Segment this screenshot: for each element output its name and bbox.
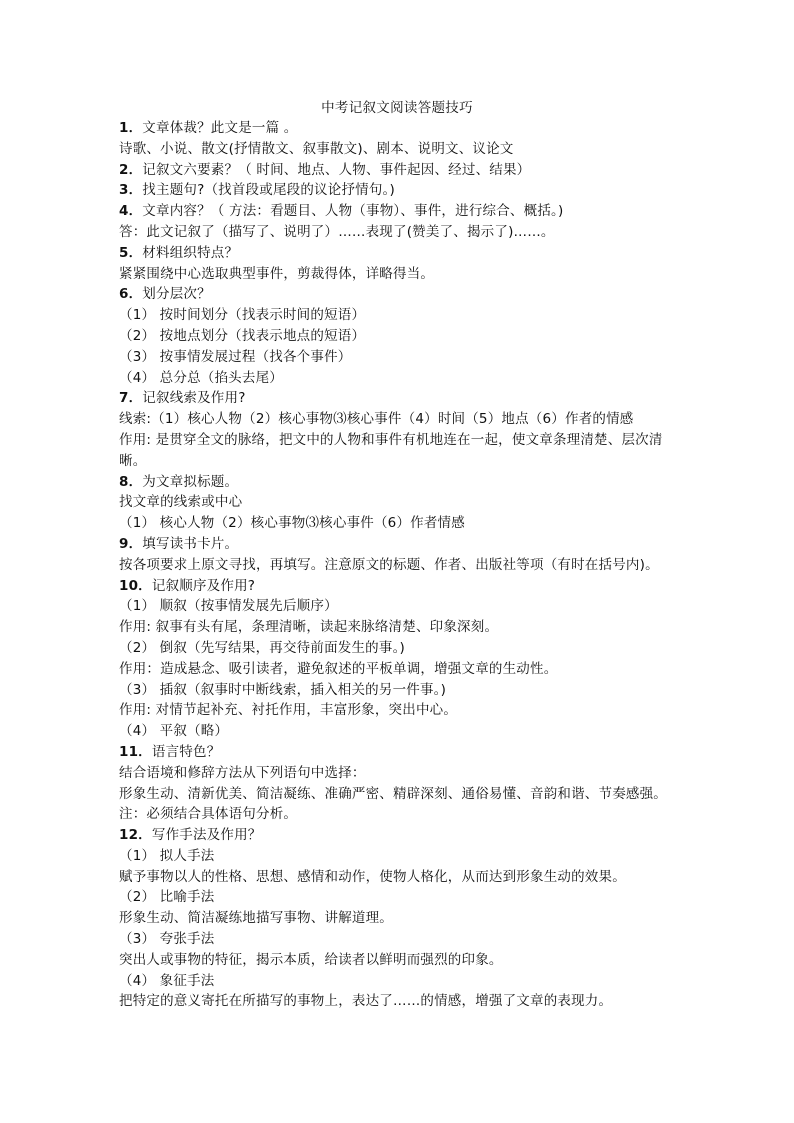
section-question: 填写读书卡片。	[142, 535, 239, 552]
body-line: （2） 倒叙（先写结果，再交待前面发生的事。)	[119, 639, 405, 656]
body-line: 诗歌、小说、散文(抒情散文、叙事散文)、剧本、说明文、议论文	[119, 140, 514, 157]
section-number: 1．	[119, 120, 143, 136]
body-line: 结合语境和修辞方法从下列语句中选择：	[119, 764, 366, 781]
section-number: 5．	[119, 244, 143, 261]
body-line: 按各项要求上原文寻找，再填写。注意原文的标题、作者、出版社等项（有时在括号内)。	[119, 556, 659, 573]
body-line: 突出人或事物的特征，揭示本质，给读者以鲜明而强烈的印象。	[119, 951, 503, 968]
body-line: 作用: 叙事有头有尾，条理清晰，读起来脉络清楚、印象深刻。	[119, 619, 499, 636]
section-question: 为文章拟标题。	[142, 473, 239, 490]
body-line: （4） 总分总（掐头去尾）	[119, 369, 283, 386]
section-number: 9．	[119, 535, 143, 552]
section-question: 记叙顺序及作用?	[151, 577, 256, 594]
body-line: （3） 插叙（叙事时中断线索，插入相关的另一件事。)	[119, 681, 447, 698]
body-line: （1） 核心人物（2）核心事物⑶核心事件（6）作者情感	[119, 515, 465, 532]
document-title: 中考记叙文阅读答题技巧	[321, 100, 473, 116]
section-question: 文章内容？（ 方法：看题目、人物（事物）、事件，进行综合、概括。)	[142, 203, 564, 220]
body-line: （1） 按时间划分（找表示时间的短语）	[119, 307, 366, 324]
section-heading	[119, 243, 679, 264]
document-body	[119, 118, 679, 1012]
body-line: （2） 按地点划分（找表示地点的短语）	[119, 327, 366, 344]
body-line: （1） 顺叙（按事情发展先后顺序）	[119, 598, 338, 615]
body-line: （3） 夸张手法	[119, 931, 215, 948]
section-question: 记叙文六要素？（ 时间、地点、人物、事件起因、经过、结果）	[142, 161, 531, 178]
section-question: 写作手法及作用？	[151, 827, 262, 844]
section-heading	[119, 472, 679, 493]
section-question: 语言特色？	[151, 743, 221, 760]
body-line: 赋予事物以人的性格、思想、感情和动作，使物人格化，从而达到形象生动的效果。	[119, 868, 626, 885]
section-question: 划分层次？	[142, 286, 211, 303]
section-heading	[119, 388, 679, 409]
body-line: （2） 比喻手法	[119, 889, 215, 906]
body-line: 紧紧围绕中心选取典型事件，剪裁得体，详略得当。	[119, 265, 435, 282]
section-heading	[119, 576, 679, 597]
section-number: 7．	[119, 390, 143, 407]
section-number: 6．	[119, 286, 143, 303]
body-line: 线索:（1）核心人物（2）核心事物⑶核心事件（4）时间（5）地点（6）作者的情感	[119, 411, 634, 428]
section-question: 文章体裁？此文是一篇 。	[142, 120, 298, 136]
section-heading	[119, 201, 679, 222]
section-heading	[119, 118, 679, 139]
body-line: 注：必须结合具体语句分析。	[119, 806, 298, 823]
body-line: 形象生动、清新优美、简洁凝练、准确严密、精辟深刻、通俗易懂、音韵和谐、节奏感强。	[119, 785, 667, 802]
section-heading	[119, 742, 679, 763]
body-line: 找文章的线索或中心	[119, 494, 243, 511]
section-question: 记叙线索及作用?	[142, 390, 246, 407]
section-number: 3．	[119, 182, 143, 199]
body-line: （3） 按事情发展过程（找各个事件）	[119, 348, 352, 365]
body-line: 答：此文记叙了（描写了、说明了）……表现了(赞美了、揭示了)……。	[119, 223, 555, 240]
body-line: （1） 拟人手法	[119, 847, 215, 864]
section-number: 12．	[119, 827, 152, 844]
section-heading	[119, 160, 679, 181]
section-question: 找主题句?（找首段或尾段的议论抒情句。)	[142, 182, 395, 199]
body-line: 作用：造成悬念、吸引读者，避免叙述的平板单调，增强文章的生动性。	[119, 660, 558, 677]
section-number: 8．	[119, 473, 143, 490]
body-line: （4） 象征手法	[119, 972, 215, 989]
body-line: 形象生动、简洁凝练地描写事物、讲解道理。	[119, 910, 393, 927]
section-heading	[119, 825, 679, 846]
section-heading	[119, 180, 679, 201]
body-line: 把特定的意义寄托在所描写的事物上，表达了……的情感，增强了文章的表现力。	[119, 993, 613, 1010]
body-line: （4） 平叙（略）	[119, 723, 229, 740]
section-number: 10．	[119, 577, 152, 594]
body-line: 作用: 对情节起补充、衬托作用，丰富形象，突出中心。	[119, 702, 458, 719]
section-number: 11．	[119, 743, 152, 760]
section-heading	[119, 284, 679, 305]
section-heading	[119, 534, 679, 555]
section-number: 2．	[119, 161, 143, 178]
body-line: 作用: 是贯穿全文的脉络，把文中的人物和事件有机地连在一起，使文章条理清楚、层次清晰。	[119, 431, 663, 469]
section-number: 4．	[119, 203, 143, 220]
section-question: 材料组织特点？	[142, 244, 239, 261]
